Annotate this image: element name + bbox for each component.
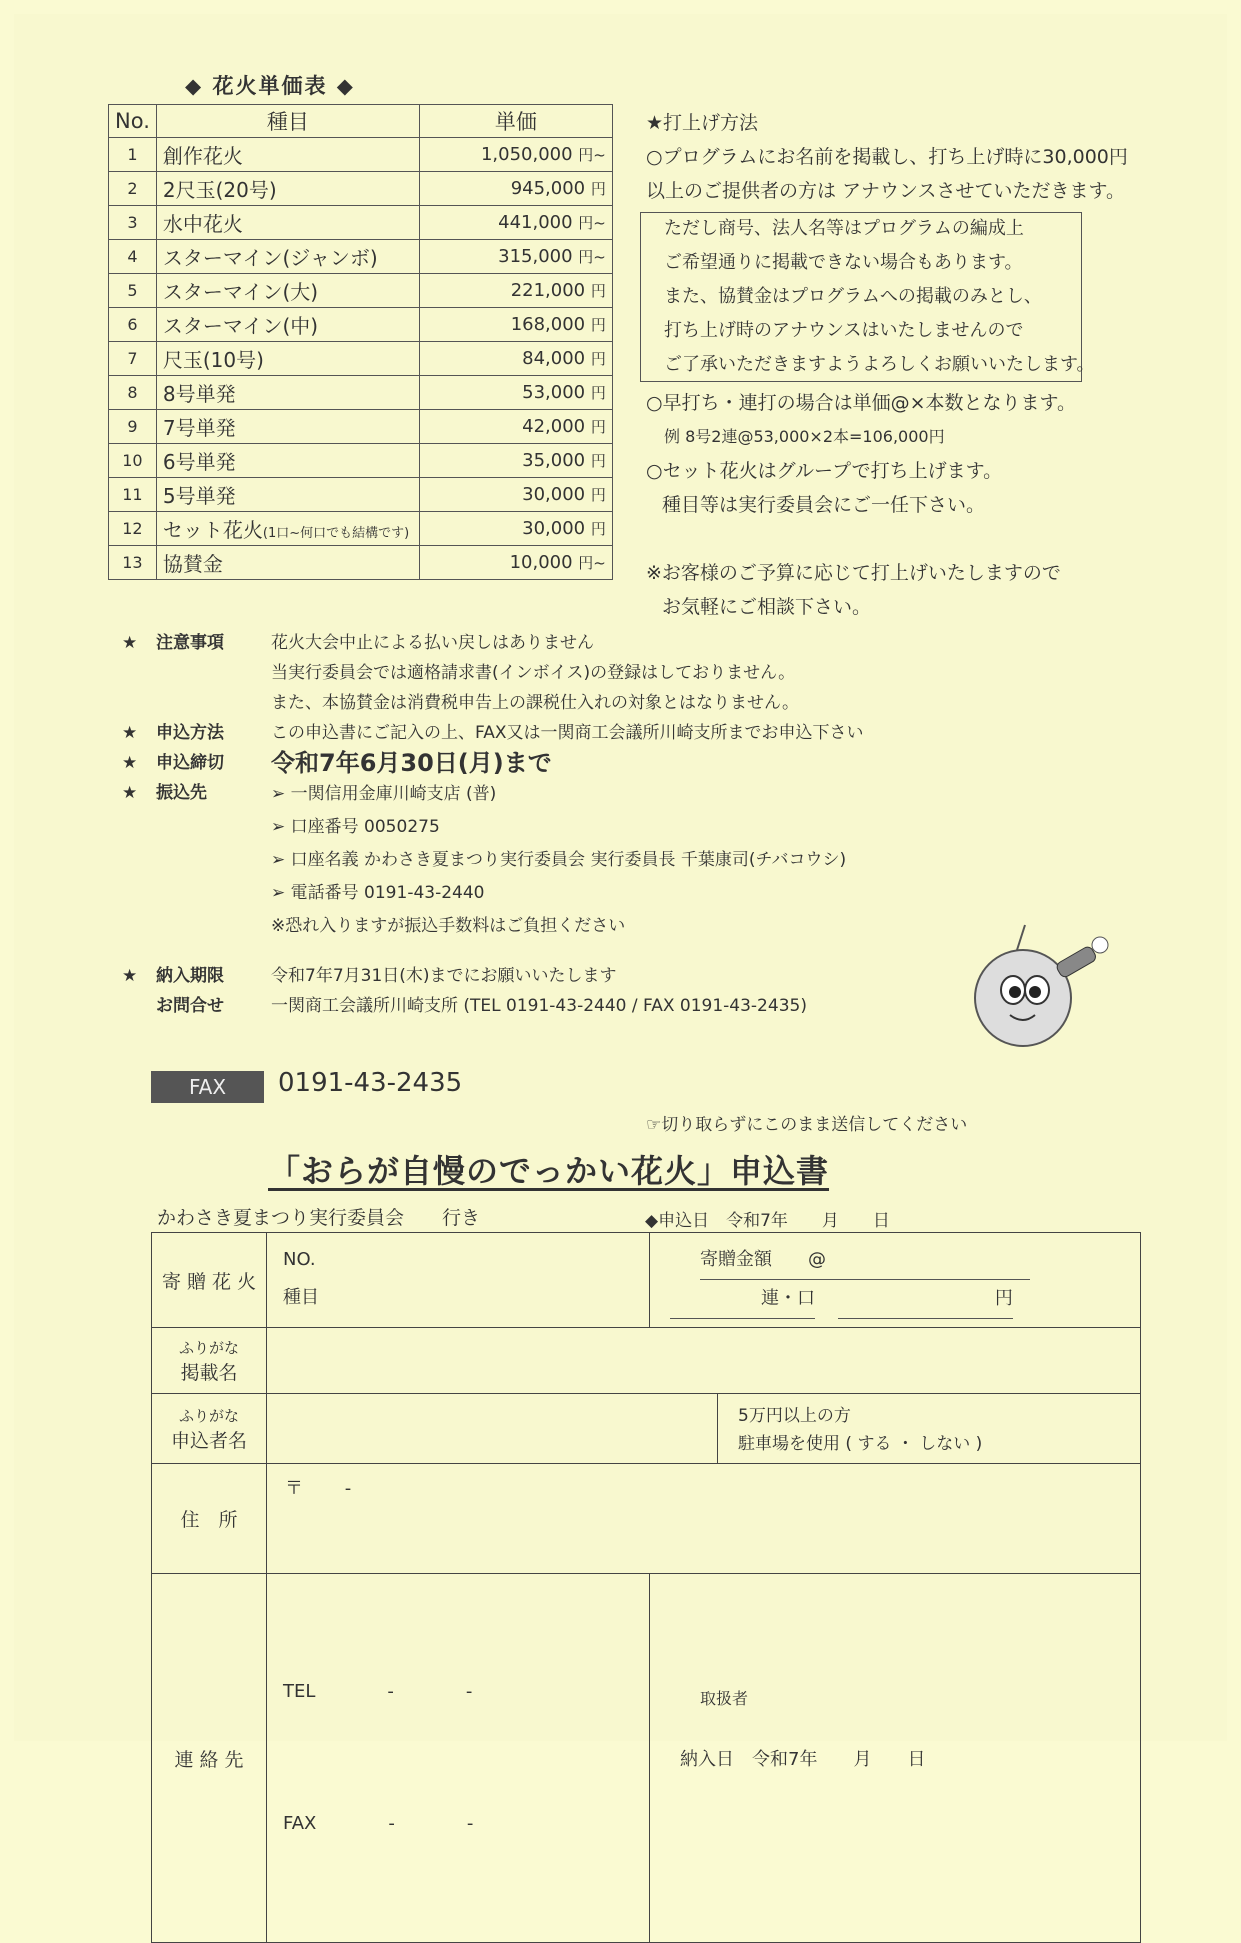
row-price-unit: 円~: [578, 146, 606, 164]
parking-line2: 駐車場を使用 ( する ・ しない ): [738, 1434, 983, 1454]
row-kind: [156, 274, 419, 308]
row-price: [419, 546, 612, 580]
transfer-line: ➢ 一関信用金庫川崎支店 (普): [271, 784, 497, 804]
row3-label-cell: [152, 1394, 267, 1464]
bracket-line: また、協賛金はプログラムへの掲載のみとし、: [664, 286, 1042, 307]
form-row-address: [152, 1464, 1141, 1574]
row-price-unit: 円: [590, 180, 606, 198]
row-price: [419, 410, 612, 444]
payment-label: 納入期限: [156, 966, 224, 986]
caution-label: 注意事項: [156, 633, 224, 653]
handler-label: 取扱者: [700, 1689, 749, 1708]
zip-code: 〒 -: [285, 1478, 352, 1499]
row1-no: NO.: [283, 1249, 316, 1270]
row-price: [419, 138, 612, 172]
application-form: [151, 1232, 1141, 1943]
row1-yen: 円: [838, 1280, 1013, 1319]
launch-p2: 以上のご提供者の方は アナウンスさせていただきます。: [646, 180, 1125, 202]
row-no: 5: [109, 274, 157, 308]
transfer-line: ➢ 口座名義 かわさき夏まつり実行委員会 実行委員長 千葉康司(チバコウシ): [271, 850, 847, 870]
form-to: かわさき夏まつり実行委員会 行き: [157, 1207, 481, 1229]
row-price: [419, 342, 612, 376]
caution-line: また、本協賛金は消費税申告上の課税仕入れの対象とはなりません。: [271, 693, 800, 713]
row-price-unit: 円: [590, 452, 606, 470]
row-kind: [156, 206, 419, 240]
price-row: [109, 444, 613, 478]
row-kind: [156, 342, 419, 376]
row-price-unit: 円: [590, 486, 606, 504]
price-row: [109, 274, 613, 308]
row-price-value: 168,000: [510, 314, 586, 335]
price-row: [109, 206, 613, 240]
row-price-unit: 円~: [578, 214, 606, 232]
row-price-unit: 円: [590, 316, 606, 334]
contact-fax: FAX - -: [283, 1813, 474, 1834]
mascot-illustration: [955, 920, 1115, 1060]
row-kind-text: セット花火: [162, 518, 263, 542]
row-price: [419, 444, 612, 478]
row-price: [419, 172, 612, 206]
contact-field[interactable]: [267, 1574, 650, 1943]
transfer-label: 振込先: [156, 783, 207, 803]
row-price-value: 53,000: [522, 382, 586, 403]
launch-p5: ○セット花火はグループで打ち上げます。: [646, 460, 1003, 482]
bracket-line: ご了承いただきますようよろしくお願いいたします。: [664, 354, 1095, 375]
row-price-value: 315,000: [498, 246, 573, 267]
price-table-title: ◆ 花火単価表 ◆: [185, 74, 355, 98]
row1-kind: 種目: [283, 1287, 319, 1308]
row-kind-text: スターマイン(ジャンボ): [162, 246, 378, 270]
row4-label: 住 所: [152, 1464, 267, 1574]
launch-p7: ※お客様のご予算に応じて打上げいたしますので: [646, 562, 1061, 584]
row-price-value: 1,050,000: [480, 144, 573, 165]
row1-label: 寄 贈 花 火: [152, 1233, 267, 1328]
fax-number: 0191-43-2435: [278, 1068, 463, 1098]
row-kind-text: 7号単発: [162, 416, 236, 440]
row-no: 13: [109, 546, 157, 580]
row3-furigana: ふりがな: [178, 1406, 239, 1425]
price-row: [109, 172, 613, 206]
row1-amount: 寄贈金額 @: [700, 1241, 1030, 1280]
deadline-label: 申込締切: [156, 753, 224, 773]
launch-more: [646, 386, 1076, 624]
inquiry-label: お問合せ: [156, 996, 224, 1016]
row2-label: 掲載名: [180, 1361, 238, 1384]
row-price: [419, 376, 612, 410]
apply-method: この申込書にご記入の上、FAX又は一関商工会議所川崎支所までお申込下さい: [271, 723, 864, 743]
payment-date: 納入日 令和7年 月 日: [680, 1749, 926, 1770]
row1-count: 連・口: [670, 1280, 815, 1319]
row-price-value: 221,000: [510, 280, 586, 301]
row2-label-cell: [152, 1328, 267, 1394]
form-row-fireworks: [152, 1233, 1141, 1328]
price-row: [109, 546, 613, 580]
parking-cell[interactable]: [717, 1394, 1002, 1463]
caution-line: 当実行委員会では適格請求書(インボイス)の登録はしておりません。: [271, 663, 796, 683]
star-icon: ★: [122, 723, 138, 743]
notes-section: [122, 628, 864, 1021]
row-price-unit: 円~: [578, 248, 606, 266]
caution-line: 花火大会中止による払い戻しはありません: [271, 633, 594, 653]
row-no: 2: [109, 172, 157, 206]
price-table: [108, 104, 613, 580]
transfer-line: ➢ 電話番号 0191-43-2440: [271, 883, 485, 903]
launch-p4: 例 8号2連@53,000×2本=106,000円: [664, 427, 945, 446]
row-price-value: 945,000: [510, 178, 586, 199]
price-row: [109, 308, 613, 342]
form-date: ◆申込日 令和7年 月 日: [645, 1211, 890, 1231]
launch-heading: ★打上げ方法: [646, 112, 759, 134]
price-row: [109, 342, 613, 376]
transfer-note: ※恐れ入りますが振込手数料はご負担ください: [271, 916, 626, 936]
price-row: [109, 512, 613, 546]
star-icon: ★: [122, 966, 138, 986]
row-no: 11: [109, 478, 157, 512]
launch-p1: ○プログラムにお名前を掲載し、打ち上げ時に30,000円: [646, 146, 1128, 168]
row-price: [419, 240, 612, 274]
row-no: 8: [109, 376, 157, 410]
row-price-value: 30,000: [522, 518, 586, 539]
row1-right[interactable]: [650, 1233, 1141, 1328]
row-price-unit: 円: [590, 520, 606, 538]
apply-method-label: 申込方法: [156, 723, 224, 743]
row-kind: [156, 376, 419, 410]
row-no: 4: [109, 240, 157, 274]
row-price-unit: 円: [590, 282, 606, 300]
star-icon: ★: [122, 633, 138, 653]
row-kind: [156, 512, 419, 546]
row-no: 6: [109, 308, 157, 342]
price-row: [109, 138, 613, 172]
bracket-line: ただし商号、法人名等はプログラムの編成上: [664, 218, 1024, 239]
bracket-lines: [664, 212, 1095, 382]
col-kind: 種目: [156, 105, 419, 138]
col-no: No.: [109, 105, 157, 138]
price-row: [109, 240, 613, 274]
price-row: [109, 410, 613, 444]
transfer-line: ➢ 口座番号 0050275: [271, 817, 440, 837]
row-kind: [156, 172, 419, 206]
row-kind-text: 水中花火: [162, 212, 243, 236]
row-price-unit: 円: [590, 418, 606, 436]
row-price: [419, 206, 612, 240]
name-note: (1口~何口でも結構です): [262, 526, 410, 541]
row-kind-text: 尺玉(10号): [162, 348, 264, 372]
row1-left[interactable]: [267, 1233, 650, 1328]
row-price-value: 35,000: [522, 450, 586, 471]
row-no: 7: [109, 342, 157, 376]
fax-label: FAX: [151, 1071, 264, 1103]
launch-p6: 種目等は実行委員会にご一任下さい。: [662, 494, 986, 516]
launch-p8: お気軽にご相談下さい。: [662, 596, 872, 618]
row-price: [419, 308, 612, 342]
payment: 令和7年7月31日(木)までにお願いいたします: [271, 966, 617, 986]
star-icon: ★: [122, 753, 138, 773]
row-price: [419, 478, 612, 512]
form-row-contact: [152, 1574, 1141, 1943]
row-no: 12: [109, 512, 157, 546]
price-row: [109, 478, 613, 512]
col-price: 単価: [419, 105, 612, 138]
row-kind: [156, 546, 419, 580]
address-field[interactable]: [267, 1464, 1141, 1574]
row-price-unit: 円: [590, 350, 606, 368]
deadline: 令和7年6月30日(月)まで: [271, 749, 552, 777]
row-kind: [156, 308, 419, 342]
bracket-line: ご希望通りに掲載できない場合もあります。: [664, 252, 1023, 273]
row-price-value: 42,000: [522, 416, 586, 437]
row5-label: 連 絡 先: [152, 1574, 267, 1943]
row-kind-text: 2尺玉(20号): [162, 178, 277, 202]
price-table-header: [109, 105, 613, 138]
row-kind: [156, 138, 419, 172]
row3-label: 申込者名: [170, 1429, 247, 1452]
row-kind-text: スターマイン(中): [162, 314, 319, 338]
row-kind-text: 8号単発: [162, 382, 236, 406]
row2-furigana: ふりがな: [178, 1338, 239, 1357]
bracket-line: 打ち上げ時のアナウンスはいたしませんので: [664, 320, 1024, 341]
payment-date-field[interactable]: [650, 1574, 1141, 1943]
row-kind: [156, 240, 419, 274]
row-price-unit: 円: [590, 384, 606, 402]
launch-p3: ○早打ち・連打の場合は単価@×本数となります。: [646, 392, 1076, 414]
row-price-value: 10,000: [509, 552, 573, 573]
row-price: [419, 274, 612, 308]
inquiry: 一関商工会議所川崎支所 (TEL 0191-43-2440 / FAX 0191-43-2435): [271, 996, 807, 1016]
row-kind-text: 6号単発: [162, 450, 236, 474]
parking-line1: 5万円以上の方: [738, 1406, 851, 1426]
row-no: 10: [109, 444, 157, 478]
star-icon: ★: [122, 783, 138, 803]
row-kind-text: スターマイン(大): [162, 280, 319, 304]
row-price: [419, 512, 612, 546]
row-kind: [156, 478, 419, 512]
row-no: 3: [109, 206, 157, 240]
row-kind: [156, 410, 419, 444]
fax-note: ☞切り取らずにこのまま送信してください: [646, 1115, 968, 1135]
form-row-listing-name: [152, 1328, 1141, 1394]
row-no: 1: [109, 138, 157, 172]
row-kind-text: 協賛金: [162, 552, 223, 576]
listing-name-field[interactable]: [267, 1328, 1141, 1394]
row-price-unit: 円~: [578, 554, 606, 572]
row-price-value: 441,000: [498, 212, 573, 233]
form-row-applicant: [152, 1394, 1141, 1464]
row-no: 9: [109, 410, 157, 444]
launch-method: [646, 106, 1128, 208]
contact-tel: TEL - -: [283, 1681, 473, 1702]
row-kind-text: 創作花火: [162, 144, 243, 168]
row-kind: [156, 444, 419, 478]
price-row: [109, 376, 613, 410]
form-title: 「おらが自慢のでっかい花火」申込書: [268, 1152, 830, 1190]
row-kind-text: 5号単発: [162, 484, 236, 508]
applicant-name-field[interactable]: [267, 1394, 1141, 1464]
row-price-value: 84,000: [522, 348, 586, 369]
row-price-value: 30,000: [522, 484, 586, 505]
